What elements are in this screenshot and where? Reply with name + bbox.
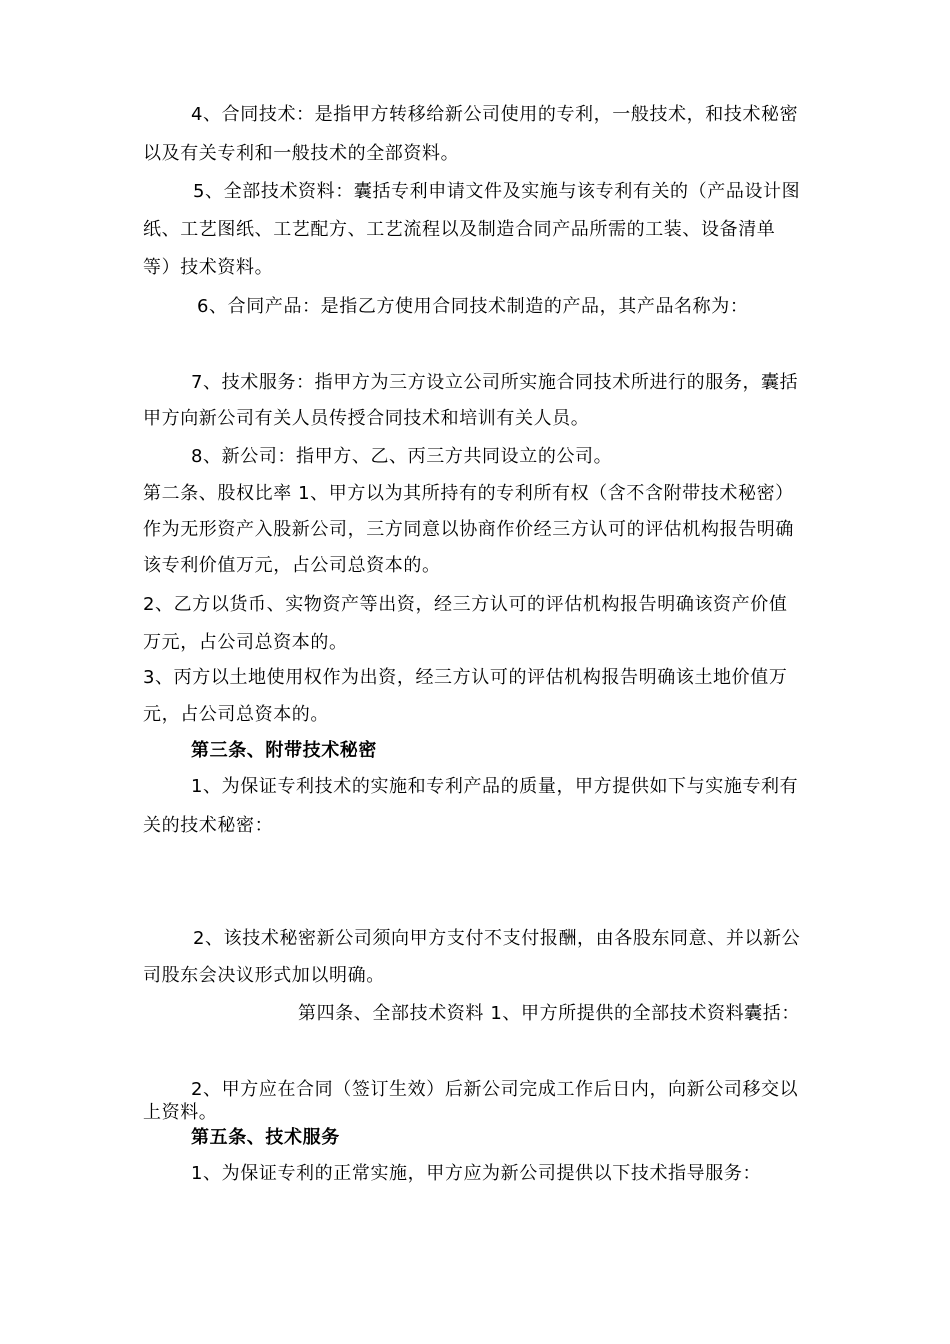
article-3-heading: 第三条、附带技术秘密 [191,740,377,761]
article-2-item-2-line-2: 万元，占公司总资本的。 [143,632,348,653]
article-4-heading: 第四条、全部技术资料 1、甲方所提供的全部技术资料囊括： [298,1003,800,1024]
article-2-item-2-line-1: 2、乙方以货币、实物资产等出资，经三方认可的评估机构报告明确该资产价值 [143,594,788,615]
para-7-line-1: 7、技术服务：指甲方为三方设立公司所实施合同技术所进行的服务，囊括 [191,372,799,393]
article-3-item-1-line-2: 关的技术秘密： [143,815,274,836]
para-8-line-1: 8、新公司：指甲方、乙、丙三方共同设立的公司。 [191,446,613,467]
para-5-line-1: 5、全部技术资料：囊括专利申请文件及实施与该专利有关的（产品设计图 [193,181,801,202]
article-4-item-2-line-2: 上资料。 [143,1102,218,1123]
article-2-item-3-line-1: 3、丙方以土地使用权作为出资，经三方认可的评估机构报告明确该土地价值万 [143,667,788,688]
article-2-line-3: 该专利价值万元，占公司总资本的。 [143,555,441,576]
article-2-item-3-line-2: 元，占公司总资本的。 [143,704,329,725]
article-3-item-2-line-2: 司股东会决议形式加以明确。 [143,965,385,986]
para-4-line-2: 以及有关专利和一般技术的全部资料。 [143,143,460,164]
article-3-item-1-line-1: 1、为保证专利技术的实施和专利产品的质量，甲方提供如下与实施专利有 [191,776,799,797]
article-3-item-2-line-1: 2、该技术秘密新公司须向甲方支付不支付报酬，由各股东同意、并以新公 [193,928,801,949]
para-7-line-2: 甲方向新公司有关人员传授合同技术和培训有关人员。 [143,408,590,429]
article-5-item-1-line-1: 1、为保证专利的正常实施，甲方应为新公司提供以下技术指导服务： [191,1163,762,1184]
article-2-line-1: 第二条、股权比率 1、甲方以为其所持有的专利所有权（含不含附带技术秘密） [143,483,794,504]
para-4-line-1: 4、合同技术：是指甲方转移给新公司使用的专利，一般技术，和技术秘密 [191,104,799,125]
article-4-item-2-line-1: 2、甲方应在合同（签订生效）后新公司完成工作后日内，向新公司移交以 [191,1079,799,1100]
para-5-line-2: 纸、工艺图纸、工艺配方、工艺流程以及制造合同产品所需的工装、设备清单 [143,219,776,240]
article-5-heading: 第五条、技术服务 [191,1127,340,1148]
para-6-line-1: 6、合同产品：是指乙方使用合同技术制造的产品，其产品名称为： [197,296,749,317]
article-2-line-2: 作为无形资产入股新公司，三方同意以协商作价经三方认可的评估机构报告明确 [143,519,794,540]
para-5-line-3: 等）技术资料。 [143,257,274,278]
